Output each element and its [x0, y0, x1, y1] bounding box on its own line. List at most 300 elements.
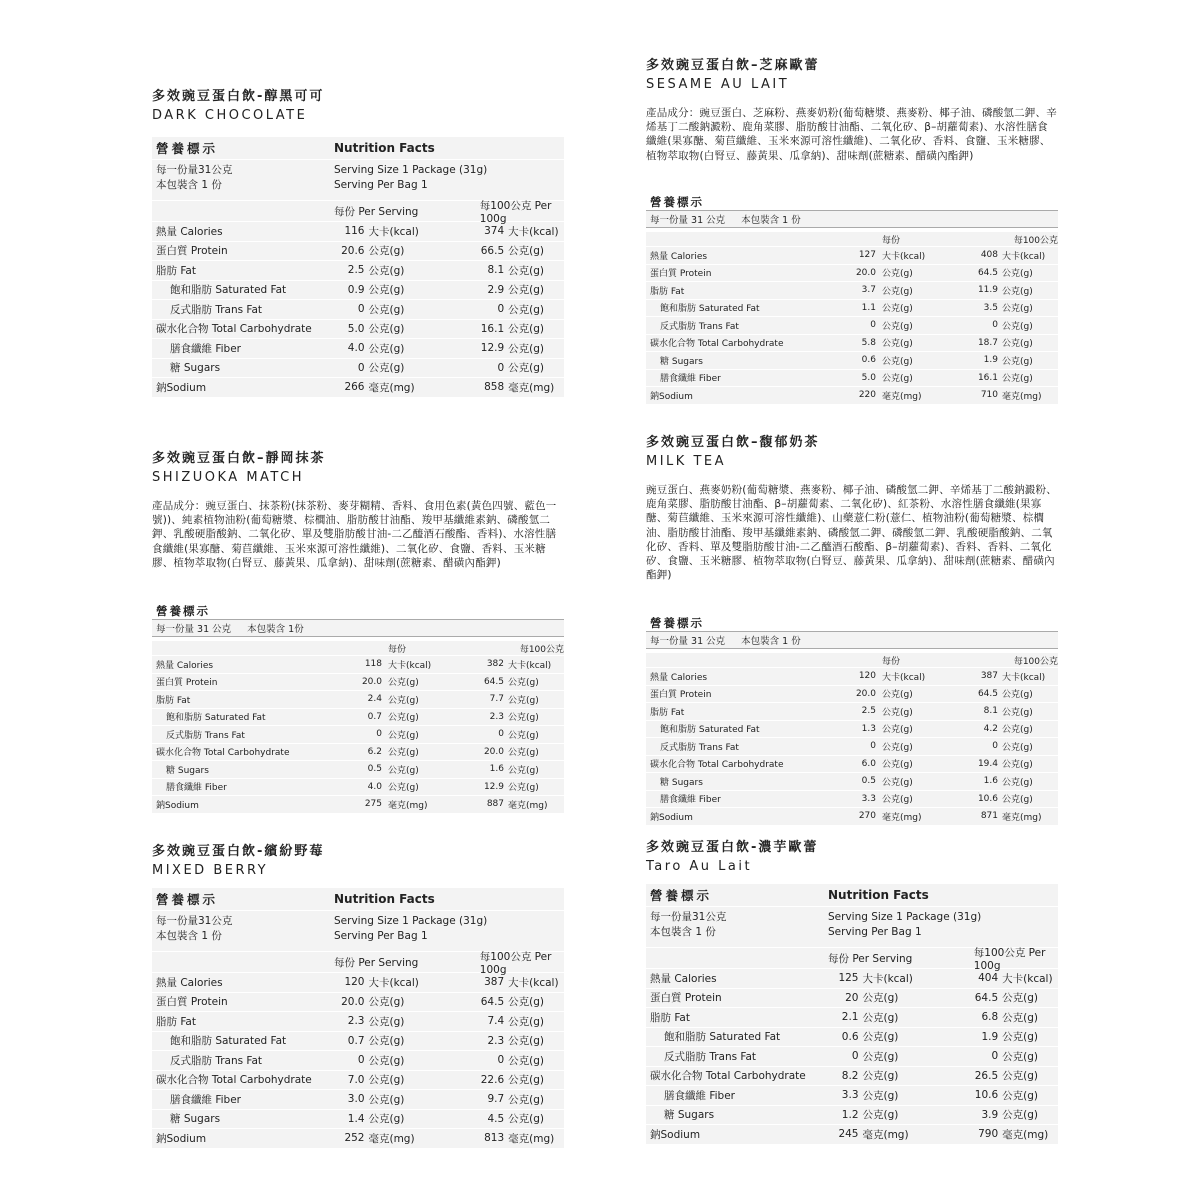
per-100g-value: 408 [980, 250, 998, 261]
per-100g-value: 4.2 [983, 723, 998, 734]
per-serving-value: 220 [858, 390, 876, 401]
per-serving-unit: 公克(g) [882, 374, 913, 385]
column-headers [646, 232, 1058, 247]
servings-per-package: 本包裝含 1份 [247, 624, 304, 635]
per-serving-unit: 公克(g) [388, 730, 419, 741]
nutrient-label: 糖 Sugars [660, 356, 703, 367]
per-serving-value: 0.5 [861, 776, 876, 787]
nutrient-label: 糖 Sugars [660, 777, 703, 788]
servings-per-package-zh: 本包裝含 1 份 [156, 930, 222, 942]
per-100g-unit: 大卡(kcal) [508, 225, 559, 238]
per-serving-value: 6.2 [367, 746, 382, 757]
per-100g-unit: 公克(g) [508, 284, 545, 297]
per-100g-unit: 公克(g) [508, 730, 539, 741]
per-serving-value: 0 [357, 303, 365, 316]
servings-per-package: 本包裝含 1 份 [741, 636, 801, 647]
per-serving-value: 2.1 [841, 1011, 859, 1024]
per-100g-unit: 公克(g) [1002, 304, 1033, 315]
per-100g-value: 64.5 [974, 991, 999, 1004]
per-100g-value: 1.9 [981, 1030, 999, 1043]
per-100g-value: 387 [980, 671, 998, 682]
nutrient-row [646, 808, 1058, 826]
panel-sesame-au-lait [646, 57, 1058, 405]
nutrient-row [152, 691, 564, 709]
per-serving-unit: 公克(g) [882, 707, 913, 718]
per-serving-value: 2.3 [347, 1015, 365, 1028]
nutrition-table [646, 615, 1058, 826]
nutrient-label: 鈉Sodium [156, 1132, 207, 1145]
per-serving-value: 245 [838, 1128, 859, 1141]
per-serving-value: 0 [870, 320, 876, 331]
nutrient-label: 糖 Sugars [664, 1109, 715, 1122]
product-title-en: SHIZUOKA MATCH [152, 470, 304, 485]
per-100g-unit: 公克(g) [1002, 742, 1033, 753]
serving-size-zh: 每一份量31公克 [650, 911, 727, 923]
nutrient-label: 碳水化合物 Total Carbohydrate [650, 760, 784, 771]
per-serving-value: 0 [376, 729, 382, 740]
nutrient-label: 蛋白質 Protein [156, 678, 218, 689]
per-100g-unit: 公克(g) [1002, 356, 1033, 367]
nutrient-row [646, 686, 1058, 704]
per-serving-value: 0.7 [367, 711, 382, 722]
per-serving-unit: 毫克(mg) [368, 1132, 415, 1145]
nutrient-label: 膳食纖維 Fiber [170, 1093, 241, 1106]
per-serving-value: 20.0 [361, 676, 382, 687]
per-serving-unit: 公克(g) [388, 748, 419, 759]
nutrient-label: 熱量 Calories [156, 976, 223, 989]
nutrient-row [152, 656, 564, 674]
per-100g-unit: 公克(g) [508, 342, 545, 355]
nutrition-table [152, 603, 564, 814]
header-zh: 營養標示 [650, 888, 713, 903]
per-100g-unit: 大卡(kcal) [508, 976, 559, 989]
per-serving-value: 4.0 [367, 781, 382, 792]
table-header [152, 137, 564, 160]
per-serving-value: 3.3 [861, 793, 876, 804]
per-100g-unit: 毫克(mg) [508, 800, 548, 811]
per-serving-unit: 公克(g) [388, 783, 419, 794]
per-serving-value: 125 [838, 972, 859, 985]
nutrient-row [152, 222, 564, 242]
nutrient-label: 碳水化合物 Total Carbohydrate [156, 323, 312, 336]
per-serving-unit: 公克(g) [862, 1109, 899, 1122]
nutrient-label: 鈉Sodium [650, 812, 693, 823]
nutrient-row [152, 1012, 564, 1032]
nutrient-row [646, 1067, 1058, 1087]
per-100g-header: 每100公克 Per 100g [479, 199, 552, 225]
nutrient-row [646, 335, 1058, 353]
per-100g-unit: 公克(g) [1002, 1089, 1039, 1102]
nutrient-row [152, 1071, 564, 1091]
nutrient-row [152, 761, 564, 779]
per-serving-value: 1.2 [841, 1108, 859, 1121]
nutrient-label: 反式脂肪 Trans Fat [664, 1050, 757, 1063]
per-serving-value: 2.5 [861, 706, 876, 717]
nutrient-label: 飽和脂肪 Saturated Fat [166, 713, 266, 724]
per-serving-value: 3.0 [347, 1093, 365, 1106]
column-headers [646, 653, 1058, 668]
nutrient-label: 碳水化合物 Total Carbohydrate [650, 1070, 806, 1083]
per-100g-unit: 公克(g) [1002, 339, 1033, 350]
per-100g-unit: 毫克(mg) [508, 1132, 555, 1145]
per-serving-unit: 公克(g) [368, 1113, 405, 1126]
per-serving-value: 0 [851, 1050, 859, 1063]
serving-zh [152, 914, 334, 944]
nutrient-label: 熱量 Calories [156, 225, 223, 238]
per-100g-unit: 公克(g) [508, 1015, 544, 1028]
per-serving-header: 每份 Per Serving [334, 956, 419, 969]
per-100g-value: 1.9 [983, 355, 998, 366]
table-body [646, 232, 1058, 405]
per-100g-value: 18.7 [977, 337, 998, 348]
per-serving-value: 20.0 [341, 995, 365, 1008]
per-serving-unit: 公克(g) [882, 339, 913, 350]
per-serving-unit: 公克(g) [862, 1031, 899, 1044]
per-serving-unit: 公克(g) [388, 713, 419, 724]
nutrient-label: 膳食纖維 Fiber [660, 374, 721, 385]
nutrient-row [152, 281, 564, 301]
nutrient-label: 脂肪 Fat [156, 264, 196, 277]
nutrient-row [646, 1047, 1058, 1067]
per-serving-unit: 公克(g) [368, 245, 405, 258]
servings-per-package-zh: 本包裝含 1 份 [650, 926, 716, 938]
per-100g-unit: 公克(g) [508, 362, 545, 375]
nutrition-table [646, 884, 1058, 1145]
per-100g-value: 16.1 [480, 322, 505, 335]
per-100g-unit: 公克(g) [508, 695, 539, 706]
per-serving-value: 0.7 [347, 1034, 365, 1047]
per-100g-value: 7.7 [489, 694, 504, 705]
nutrient-row [646, 969, 1058, 989]
per-100g-unit: 公克(g) [1002, 1109, 1039, 1122]
per-100g-unit: 大卡(kcal) [508, 660, 552, 671]
per-serving-value: 118 [364, 659, 382, 670]
per-100g-unit: 毫克(mg) [508, 381, 555, 394]
nutrition-table [152, 137, 564, 398]
per-100g-unit: 毫克(mg) [1002, 391, 1042, 402]
nutrient-row [646, 1106, 1058, 1126]
serving-zh [646, 910, 828, 940]
nutrient-label: 碳水化合物 Total Carbohydrate [156, 748, 290, 759]
product-title-en: DARK CHOCOLATE [152, 108, 308, 123]
column-headers [152, 641, 564, 656]
per-serving-unit: 公克(g) [882, 725, 913, 736]
product-title-en: MIXED BERRY [152, 863, 269, 878]
nutrient-row [646, 247, 1058, 265]
nutrient-label: 蛋白質 Protein [156, 245, 228, 258]
nutrient-row [646, 721, 1058, 739]
per-100g-value: 19.4 [977, 758, 998, 769]
nutrient-row [152, 242, 564, 262]
nutrient-label: 蛋白質 Protein [650, 690, 712, 701]
per-100g-unit: 公克(g) [1002, 777, 1033, 788]
per-serving-unit: 公克(g) [368, 1015, 405, 1028]
ingredients-text: 產品成分：豌豆蛋白、芝麻粉、燕麥奶粉(葡萄糖漿、燕麥粉、椰子油、磷酸氫二鉀、辛烯基丁二酸鈉澱粉、鹿角菜膠、脂肪酸甘油酯、二氧化矽、β–胡蘿蔔素)、水溶性膳食纖維(果寡醣、菊苣纖維、玉米來源可溶性纖維)、二氧化矽、香料、食鹽、玉米糖膠、植物萃取物(白腎豆、藤黃果、瓜拿納)、甜味劑(蔗糖素、醋磺內酯鉀) [646, 107, 1057, 162]
per-100g-value: 6.8 [981, 1011, 999, 1024]
product-title-zh: 多效豌豆蛋白飲–芝麻歐蕾 [646, 58, 820, 73]
nutrient-label: 膳食纖維 Fiber [660, 795, 721, 806]
per-100g-unit: 公克(g) [508, 303, 545, 316]
per-100g-value: 7.4 [487, 1015, 505, 1028]
per-serving-unit: 公克(g) [862, 1011, 899, 1024]
servings-per-package-en: Serving Per Bag 1 [334, 930, 428, 942]
per-100g-header: 每100公克 [1013, 656, 1058, 667]
per-100g-value: 813 [484, 1132, 505, 1145]
per-serving-unit: 公克(g) [368, 264, 405, 277]
nutrient-label: 熱量 Calories [156, 660, 214, 671]
per-100g-value: 66.5 [480, 244, 505, 257]
nutrient-label: 反式脂肪 Trans Fat [170, 303, 263, 316]
per-serving-unit: 公克(g) [368, 1035, 405, 1048]
per-serving-unit: 公克(g) [388, 678, 419, 689]
per-100g-value: 64.5 [977, 267, 998, 278]
per-100g-value: 9.7 [487, 1093, 505, 1106]
per-100g-unit: 公克(g) [508, 1093, 545, 1106]
nutrient-label: 碳水化合物 Total Carbohydrate [156, 1074, 312, 1087]
product-title-zh: 多效豌豆蛋白飲–馥郁奶茶 [646, 435, 820, 450]
nutrient-row [152, 779, 564, 797]
per-serving-value: 266 [344, 381, 365, 394]
servings-per-package-en: Serving Per Bag 1 [828, 926, 922, 938]
per-serving-header: 每份 Per Serving [334, 205, 419, 218]
panel-shizuoka-match [152, 450, 564, 814]
per-100g-unit: 公克(g) [1002, 690, 1033, 701]
nutrient-row [152, 1129, 564, 1149]
per-serving-unit: 公克(g) [882, 269, 913, 280]
nutrient-row [646, 1125, 1058, 1145]
per-serving-unit: 公克(g) [882, 690, 913, 701]
per-100g-unit: 公克(g) [508, 1054, 545, 1067]
serving-info [646, 631, 1058, 649]
per-100g-value: 3.9 [981, 1108, 999, 1121]
product-title-zh: 多效豌豆蛋白飲–靜岡抹茶 [152, 451, 326, 466]
per-serving-unit: 公克(g) [368, 323, 405, 336]
per-serving-unit: 公克(g) [882, 356, 913, 367]
serving-size-zh: 每一份量31公克 [156, 915, 233, 927]
per-100g-unit: 公克(g) [508, 1113, 545, 1126]
nutrient-row [152, 320, 564, 340]
per-100g-value: 26.5 [974, 1069, 999, 1082]
per-serving-header: 每份 [388, 644, 407, 655]
product-title-zh: 多效豌豆蛋白飲-繽紛野莓 [152, 844, 325, 859]
table-header [646, 884, 1058, 907]
nutrient-label: 膳食纖維 Fiber [166, 783, 227, 794]
per-100g-unit: 公克(g) [508, 678, 539, 689]
serving-info [152, 160, 564, 201]
per-100g-unit: 公克(g) [1002, 286, 1033, 297]
per-serving-unit: 公克(g) [862, 1050, 899, 1063]
nutrient-label: 反式脂肪 Trans Fat [660, 321, 739, 332]
per-100g-unit: 公克(g) [1002, 1050, 1039, 1063]
panel-dark-chocolate [152, 88, 564, 398]
per-serving-header: 每份 [882, 235, 901, 246]
per-serving-unit: 公克(g) [882, 304, 913, 315]
per-serving-value: 5.0 [861, 372, 876, 383]
table-body [646, 653, 1058, 826]
nutrient-label: 蛋白質 Protein [156, 996, 228, 1009]
per-serving-unit: 公克(g) [882, 742, 913, 753]
per-100g-value: 8.1 [983, 706, 998, 717]
per-100g-unit: 公克(g) [1002, 992, 1038, 1005]
per-serving-value: 2.5 [347, 264, 365, 277]
serving-en [334, 163, 487, 193]
per-serving-header: 每份 Per Serving [828, 952, 913, 965]
per-100g-unit: 公克(g) [508, 245, 544, 258]
serving-zh [152, 163, 334, 193]
panel-mixed-berry [152, 843, 564, 1149]
serving-size: 每一份量 31 公克 [156, 624, 232, 635]
nutrient-row [646, 756, 1058, 774]
per-serving-value: 270 [858, 811, 876, 822]
nutrient-row [152, 300, 564, 320]
ingredients-text: 產品成分：豌豆蛋白、抹茶粉(抹茶粉、麥芽糊精、香料、食用色素(黃色四號、藍色一號))、純素植物油粉(葡萄糖漿、棕櫚油、脂肪酸甘油酯、羧甲基纖維素鈉、磷酸氫二鉀、乳酸硬脂酸鈉、二氧化矽、單及雙脂肪酸甘油-二乙醯酒石酸酯、香料)、水溶性膳食纖維(果寡醣、菊苣纖維、玉米來源可溶性纖維)、二氧化矽、食鹽、香料、玉米糖膠、植物萃取物(白腎豆、藤黃果、瓜拿納)、甜味劑(蔗糖素、醋磺內酯鉀) [152, 500, 557, 569]
nutrient-label: 鈉Sodium [650, 391, 693, 402]
per-serving-unit: 大卡(kcal) [862, 972, 913, 985]
per-serving-value: 0.5 [367, 764, 382, 775]
nutrient-row [152, 378, 564, 398]
nutrient-row [646, 668, 1058, 686]
per-100g-value: 2.3 [487, 1034, 505, 1047]
per-100g-value: 64.5 [480, 995, 505, 1008]
nutrient-row [646, 387, 1058, 405]
per-100g-unit: 公克(g) [508, 323, 544, 336]
per-100g-unit: 公克(g) [1002, 707, 1033, 718]
nutrient-row [646, 1086, 1058, 1106]
nutrient-label: 脂肪 Fat [156, 695, 191, 706]
serving-info [646, 210, 1058, 228]
header-zh: 營養標示 [156, 141, 219, 156]
product-title-en: Taro Au Lait [646, 859, 753, 874]
column-headers [646, 946, 1058, 972]
per-100g-unit: 公克(g) [1002, 321, 1033, 332]
per-100g-value: 387 [484, 976, 505, 989]
per-100g-unit: 公克(g) [1002, 1011, 1038, 1024]
per-serving-value: 1.3 [861, 723, 876, 734]
per-100g-value: 8.1 [487, 264, 505, 277]
per-100g-value: 374 [484, 225, 505, 238]
per-serving-unit: 公克(g) [882, 760, 913, 771]
per-serving-value: 0 [357, 361, 365, 374]
per-100g-value: 858 [484, 381, 505, 394]
per-serving-unit: 大卡(kcal) [368, 225, 419, 238]
per-serving-value: 252 [344, 1132, 365, 1145]
product-title-zh: 多效豌豆蛋白飲-濃芋歐蕾 [646, 840, 819, 855]
nutrient-row [152, 1051, 564, 1071]
nutrient-row [152, 973, 564, 993]
nutrient-label: 膳食纖維 Fiber [170, 342, 241, 355]
nutrient-row [646, 738, 1058, 756]
per-serving-unit: 毫克(mg) [388, 800, 428, 811]
per-serving-unit: 公克(g) [368, 1054, 405, 1067]
per-serving-unit: 大卡(kcal) [388, 660, 432, 671]
per-100g-value: 0 [497, 303, 505, 316]
per-100g-unit: 毫克(mg) [1002, 1128, 1049, 1141]
per-serving-value: 0.6 [861, 355, 876, 366]
per-100g-unit: 公克(g) [508, 264, 544, 277]
per-100g-header: 每100公克 Per 100g [973, 946, 1046, 972]
per-serving-unit: 毫克(mg) [862, 1128, 909, 1141]
per-serving-unit: 大卡(kcal) [368, 976, 419, 989]
per-serving-value: 127 [858, 250, 876, 261]
nutrient-row [646, 791, 1058, 809]
per-serving-unit: 公克(g) [368, 362, 405, 375]
nutrient-row [646, 703, 1058, 721]
per-100g-value: 382 [486, 659, 504, 670]
per-serving-unit: 公克(g) [368, 303, 405, 316]
per-100g-value: 0 [497, 361, 505, 374]
per-100g-header: 每100公克 [1013, 235, 1058, 246]
per-100g-value: 20.0 [483, 746, 504, 757]
nutrient-row [152, 261, 564, 281]
nutrient-label: 碳水化合物 Total Carbohydrate [650, 339, 784, 350]
nutrient-row [646, 317, 1058, 335]
per-100g-unit: 公克(g) [1002, 760, 1033, 771]
serving-info [152, 911, 564, 952]
nutrient-label: 糖 Sugars [170, 362, 221, 375]
nutrient-label: 脂肪 Fat [650, 707, 685, 718]
per-serving-unit: 公克(g) [882, 286, 913, 297]
per-serving-value: 20 [845, 991, 859, 1004]
serving-size: 每一份量 31 公克 [650, 215, 726, 226]
per-serving-unit: 公克(g) [862, 992, 899, 1005]
per-100g-unit: 公克(g) [508, 1074, 544, 1087]
nutrient-label: 飽和脂肪 Saturated Fat [170, 1035, 287, 1048]
panel-taro-au-lait [646, 839, 1058, 1145]
serving-en [828, 910, 981, 940]
per-100g-unit: 公克(g) [508, 783, 539, 794]
nutrient-row [152, 1032, 564, 1052]
table-header: 營養標示 [650, 195, 704, 209]
column-headers [152, 950, 564, 976]
panel-milk-tea [646, 434, 1058, 826]
nutrient-row [152, 1110, 564, 1130]
nutrition-table [646, 194, 1058, 405]
per-100g-value: 1.6 [983, 776, 998, 787]
per-serving-unit: 公克(g) [862, 1070, 899, 1083]
per-100g-value: 0 [992, 320, 998, 331]
nutrient-label: 脂肪 Fat [650, 1011, 690, 1024]
column-headers [152, 199, 564, 225]
nutrient-row [152, 709, 564, 727]
per-serving-value: 0 [357, 1054, 365, 1067]
per-serving-value: 1.1 [861, 302, 876, 313]
nutrient-row [646, 282, 1058, 300]
per-100g-unit: 公克(g) [1002, 269, 1033, 280]
product-title-en: SESAME AU LAIT [646, 77, 790, 92]
per-serving-unit: 公克(g) [882, 777, 913, 788]
nutrient-label: 熱量 Calories [650, 972, 717, 985]
per-100g-value: 22.6 [480, 1073, 505, 1086]
nutrient-row [646, 773, 1058, 791]
per-serving-unit: 公克(g) [862, 1089, 899, 1102]
per-100g-value: 0 [497, 1054, 505, 1067]
product-title-en: MILK TEA [646, 454, 726, 469]
per-100g-value: 2.9 [487, 283, 505, 296]
per-100g-value: 10.6 [977, 793, 998, 804]
per-serving-value: 2.4 [367, 694, 382, 705]
per-100g-value: 12.9 [480, 342, 505, 355]
nutrient-row [152, 674, 564, 692]
nutrient-label: 反式脂肪 Trans Fat [170, 1054, 263, 1067]
header-en: Nutrition Facts [828, 888, 929, 902]
per-100g-unit: 公克(g) [508, 996, 544, 1009]
header-zh: 營養標示 [156, 892, 219, 907]
per-100g-value: 64.5 [977, 688, 998, 699]
per-serving-value: 3.3 [841, 1089, 859, 1102]
serving-size-en: Serving Size 1 Package (31g) [828, 911, 982, 923]
nutrient-label: 蛋白質 Protein [650, 992, 722, 1005]
nutrient-row [646, 265, 1058, 283]
